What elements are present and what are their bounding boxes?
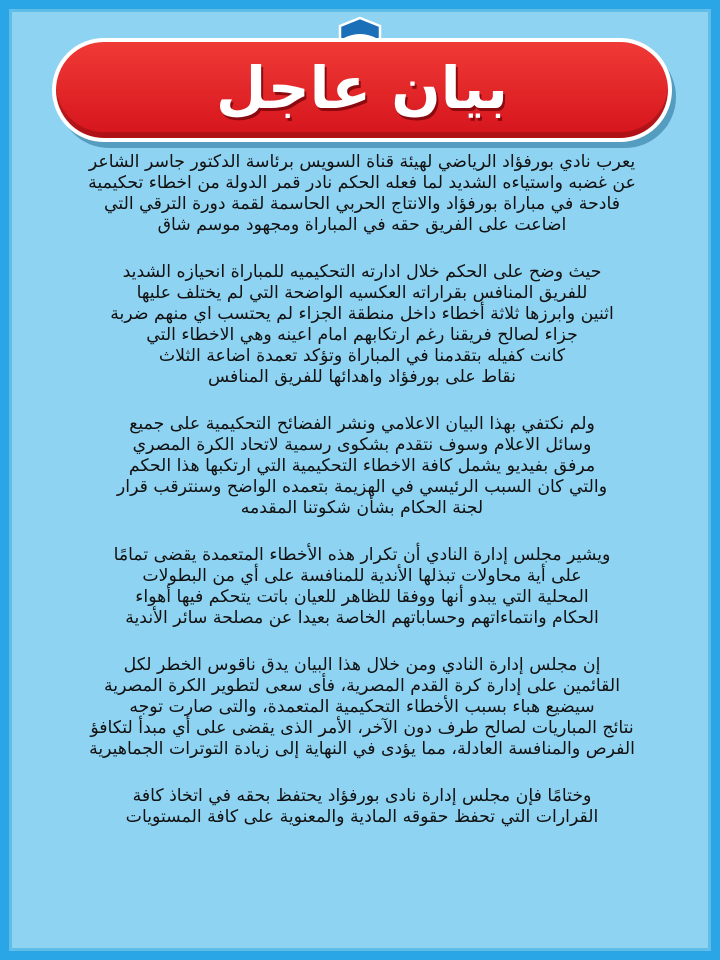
text-line: كانت كفيله بتقدمنا في المباراة وتؤكد تعمدة اضاعة الثلاث bbox=[158, 346, 566, 366]
text-line: للفريق المنافس بقراراته العكسيه الواضحة التي لم يختلف عليها bbox=[136, 283, 588, 303]
text-line: إن مجلس إدارة النادي ومن خلال هذا البيان يدق ناقوس الخطر لكل bbox=[123, 655, 601, 675]
text-line: جزاء لصالح فريقنا رغم ارتكابهم امام اعينه وهي الاخطاء التي bbox=[146, 325, 578, 345]
text-line: سيضيع هباء بسبب الأخطاء التحكيمية المتعمدة، والتى صارت توجه bbox=[129, 697, 595, 717]
text-line: القرارات التي تحفظ حقوقه المادية والمعنوية على كافة المستويات bbox=[125, 807, 599, 827]
paragraph-intro bbox=[54, 152, 670, 236]
paragraph-complaint bbox=[54, 414, 670, 519]
headline-banner bbox=[52, 38, 672, 142]
text-line: وختامًا فإن مجلس إدارة نادى بورفؤاد يحتفظ بحقه في اتخاذ كافة bbox=[132, 786, 592, 806]
text-line: يعرب نادي بورفؤاد الرياضي لهيئة قناة السويس برئاسة الدكتور جاسر الشاعر bbox=[88, 152, 636, 172]
text-line: لجنة الحكام بشأن شكوتنا المقدمه bbox=[240, 498, 484, 518]
paragraph-warning bbox=[54, 655, 670, 760]
paragraph-board bbox=[54, 545, 670, 629]
text-line: الحكام وانتماءاتهم وحساباتهم الخاصة بعيدا عن مصلحة سائر الأندية bbox=[125, 608, 599, 628]
text-line: نتائج المباريات لصالح طرف دون الآخر، الأمر الذى يقضى على أي مبدأ لتكافؤ bbox=[90, 718, 634, 738]
text-line: على أية محاولات تبذلها الأندية للمنافسة على أي من البطولات bbox=[142, 566, 582, 586]
headline-title: بيان عاجل bbox=[216, 54, 508, 122]
text-line: الفرص والمنافسة العادلة، مما يؤدى في النهاية إلى زيادة التوترات الجماهيرية bbox=[89, 739, 635, 759]
text-line: فادحة في مباراة بورفؤاد والانتاج الحربي الحاسمة لقمة دورة الترقي التي bbox=[104, 194, 620, 214]
paragraph-bias bbox=[54, 262, 670, 388]
text-line: اثنين وابرزها ثلاثة أخطاء داخل منطقة الجزاء لم يحتسب اي منهم ضربة bbox=[110, 304, 614, 324]
text-line: والتي كان السبب الرئيسي في الهزيمة بتعمده الواضح وسنترقب قرار bbox=[116, 477, 608, 497]
text-line: مرفق بفيديو يشمل كافة الاخطاء التحكيمية التي ارتكبها هذا الحكم bbox=[128, 456, 596, 476]
text-line: وسائل الاعلام وسوف نتقدم بشكوى رسمية لاتحاد الكرة المصري bbox=[132, 435, 592, 455]
text-line: اضاعت على الفريق حقه في المباراة ومجهود موسم شاق bbox=[157, 215, 567, 235]
text-line: المحلية التي يبدو أنها ووفقا للظاهر للعيان باتت يتحكم فيها أهواء bbox=[135, 587, 589, 607]
text-line: ولم نكتفي بهذا البيان الاعلامي ونشر الفضائح التحكيمية على جميع bbox=[129, 414, 595, 434]
text-line: القائمين على إدارة كرة القدم المصرية، فأى سعى لتطوير الكرة المصرية bbox=[104, 676, 620, 696]
text-line: عن غضبه واستياءه الشديد لما فعله الحكم نادر قمر الدولة من اخطاء تحكيمية bbox=[88, 173, 636, 193]
statement-body bbox=[54, 152, 670, 854]
text-line: حيث وضح على الحكم خلال ادارته التحكيميه للمباراة انحيازه الشديد bbox=[122, 262, 602, 282]
text-line: نقاط على بورفؤاد واهدائها للفريق المنافس bbox=[208, 367, 516, 387]
text-line: ويشير مجلس إدارة النادي أن تكرار هذه الأخطاء المتعمدة يقضى تمامًا bbox=[113, 545, 611, 565]
paragraph-closing bbox=[54, 786, 670, 828]
